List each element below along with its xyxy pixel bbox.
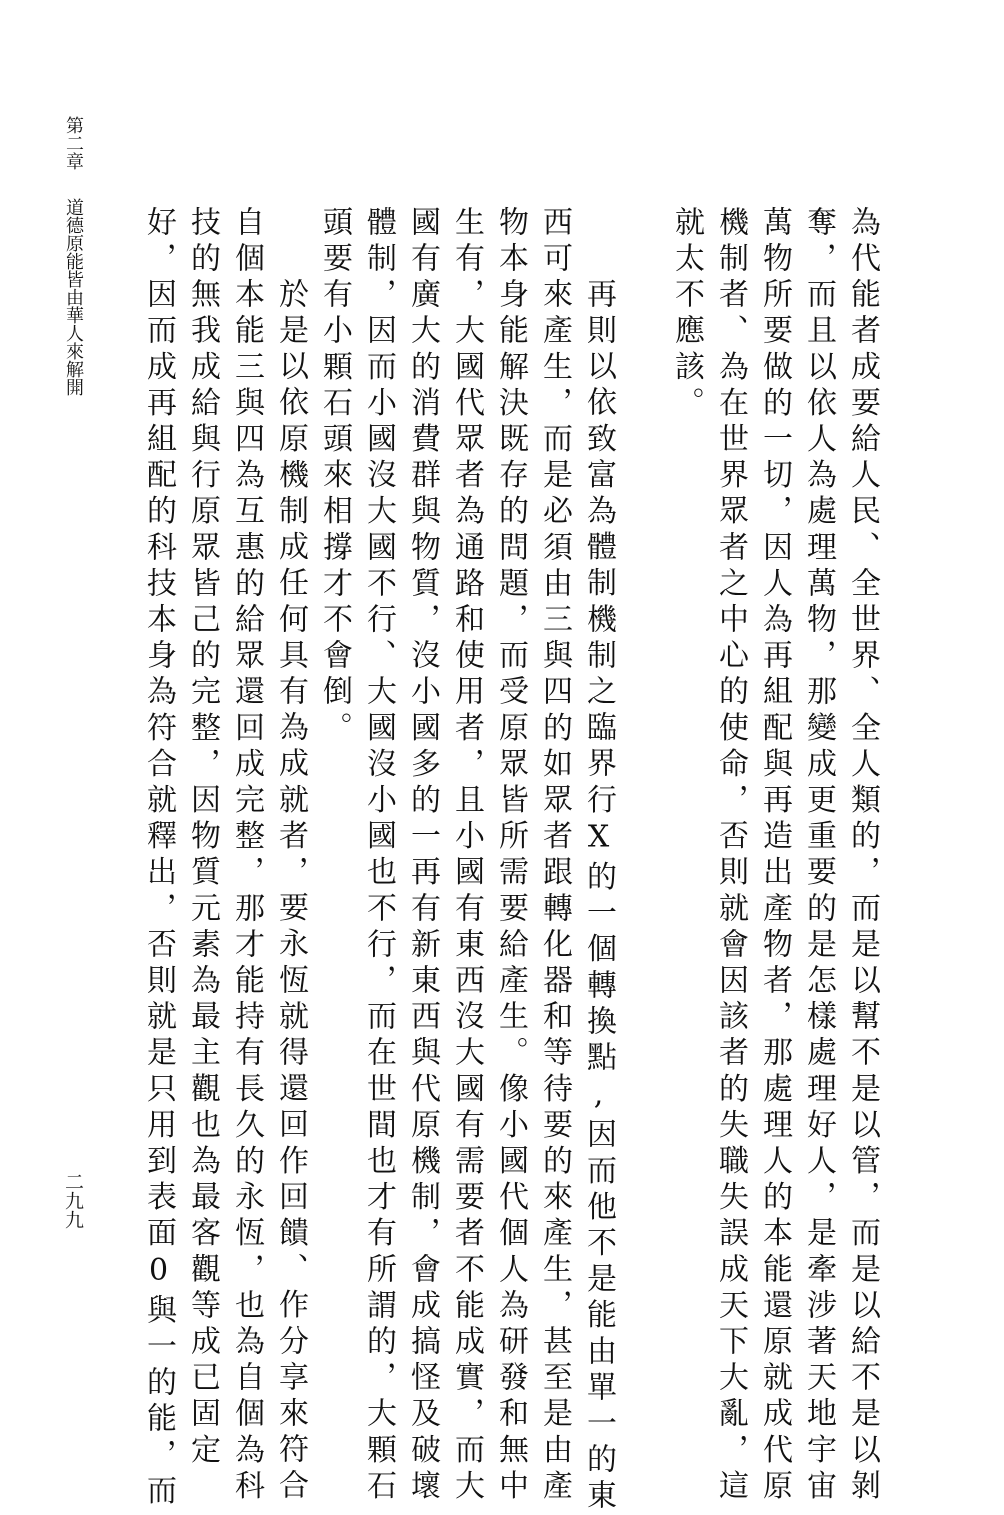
text-column: 好，因而成再組配的科技本身為符合就釋出，否則就是只用到表面0與一的能，而	[141, 206, 176, 1511]
page-number: 二九九	[62, 1172, 84, 1229]
text-column: 於是以依原機制成任何具有為成就者，要永恆就得還回作回饋、作分享來符合	[273, 278, 308, 1506]
text-column: 再則以依致富為體制機制之臨界行X的一個轉換點,因而他不是能由單一的東	[581, 278, 616, 1515]
running-header	[61, 116, 85, 396]
text-column: 萬物所要做的一切，因人為再組配與再造出產物者，那處理人的本能還原就成代原	[757, 206, 792, 1506]
text-column: 物本身能解決既存的問題，而受原眾皆所需要給產生。像小國代個人為研發和無中	[493, 206, 528, 1506]
text-column: 生有，大國代眾者為通路和使用者，且小國有東西沒大國有需要者不能成實，而大	[449, 206, 484, 1506]
chapter-title: 道德原能皆由華人來解開	[63, 198, 84, 396]
text-column: 機制者、為在世界眾者之中心的使命，否則就會因該者的失職失誤成天下大亂，這	[713, 206, 748, 1506]
text-column: 為代能者成要給人民、全世界、全人類的，而是以幫不是以管，而是以給不是以剝	[845, 206, 880, 1506]
chapter-label: 第二章	[63, 116, 84, 170]
text-column: 就太不應該。	[669, 206, 704, 423]
text-column: 國有廣大的消費群與物質，沒小國多的一再有新東西與代原機制，會成搞怪及破壞	[405, 206, 440, 1506]
text-column: 體制，因而小國沒大國不行、大國沒小國也不行，而在世間也才有所謂的，大顆石	[361, 206, 396, 1506]
text-column: 頭要有小顆石頭來相撐才不會倒。	[317, 206, 352, 748]
text-column: 自個本能三與四為互惠的給眾還回成完整，那才能持有長久的永恆，也為自個為科	[229, 206, 264, 1506]
text-column: 奪，而且以依人為處理萬物，那變成更重要的是怎樣處理好人，是牽涉著天地宇宙	[801, 206, 836, 1506]
text-column: 技的無我成給與行原眾皆己的完整，因物質元素為最主觀也為最客觀等成已固定	[185, 206, 220, 1470]
text-column: 西可來產生，而是必須由三與四的如眾者跟轉化器和等待要的來產生，甚至是由產	[537, 206, 572, 1506]
